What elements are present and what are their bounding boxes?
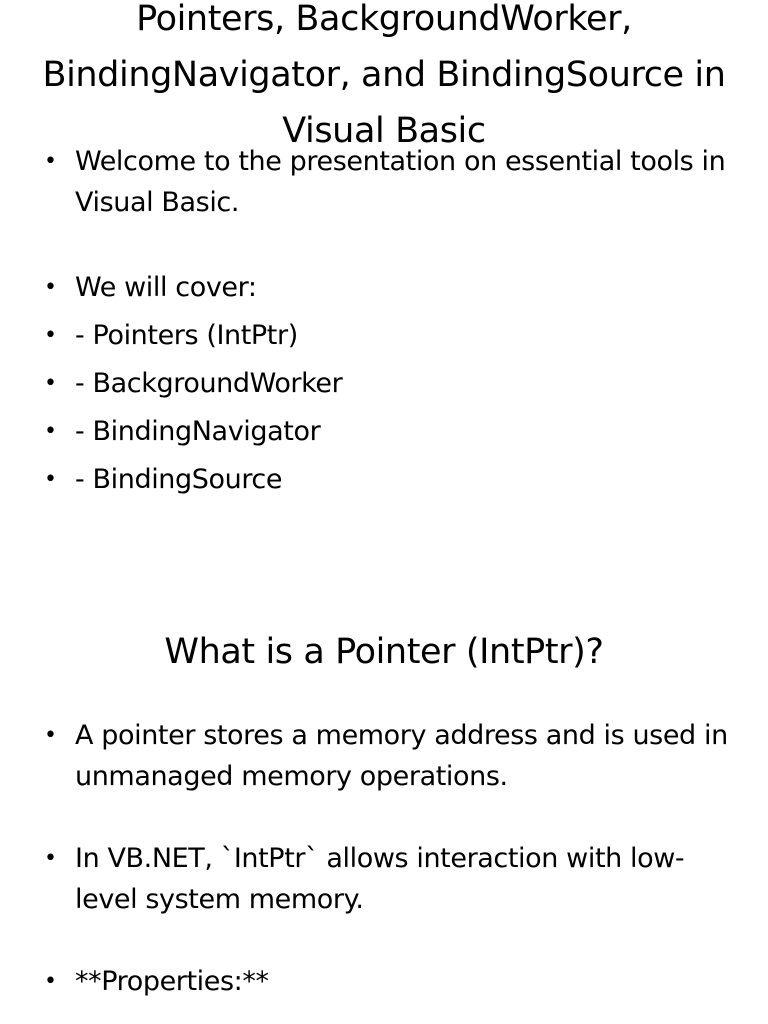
- bullet-dot-icon: •: [44, 969, 57, 994]
- bullet-text: In VB.NET, `IntPtr` allows interaction with low-level system memory.: [75, 843, 685, 915]
- bullet-item: [40, 264, 730, 312]
- bullet-item: [40, 312, 730, 360]
- slide-title: What is a Pointer (IntPtr)?: [164, 632, 604, 672]
- bullet-list: [40, 141, 730, 504]
- bullet-text: - BindingSource: [75, 464, 283, 495]
- slide-title: Pointers, BackgroundWorker, BindingNavigator, and BindingSource in Visual Basic: [42, 0, 726, 151]
- bullet-item: [40, 838, 730, 920]
- slide-2: [0, 576, 768, 1024]
- bullet-dot-icon: •: [44, 275, 57, 300]
- bullet-dot-icon: •: [44, 723, 57, 748]
- bullet-text: Welcome to the presentation on essential tools in Visual Basic.: [75, 146, 726, 218]
- bullet-dot-icon: •: [44, 467, 57, 492]
- bullet-item: [40, 408, 730, 456]
- bullet-dot-icon: •: [44, 419, 57, 444]
- bullet-list: [40, 715, 730, 1015]
- bullet-text: - BackgroundWorker: [75, 368, 343, 399]
- bullet-text: **Properties:**: [75, 966, 269, 997]
- bullet-text: We will cover:: [75, 272, 257, 303]
- bullet-item: [40, 360, 730, 408]
- bullet-dot-icon: •: [44, 846, 57, 871]
- bullet-text: - Pointers (IntPtr): [75, 320, 298, 351]
- bullet-item: [40, 456, 730, 504]
- bullet-dot-icon: •: [44, 371, 57, 396]
- bullet-text: A pointer stores a memory address and is used in unmanaged memory operations.: [75, 720, 728, 792]
- bullet-item: [40, 961, 730, 1002]
- bullet-dot-icon: •: [44, 149, 57, 174]
- bullet-text: - BindingNavigator: [75, 416, 321, 447]
- bullet-item: [40, 141, 730, 223]
- bullet-item: [40, 715, 730, 797]
- bullet-dot-icon: •: [44, 323, 57, 348]
